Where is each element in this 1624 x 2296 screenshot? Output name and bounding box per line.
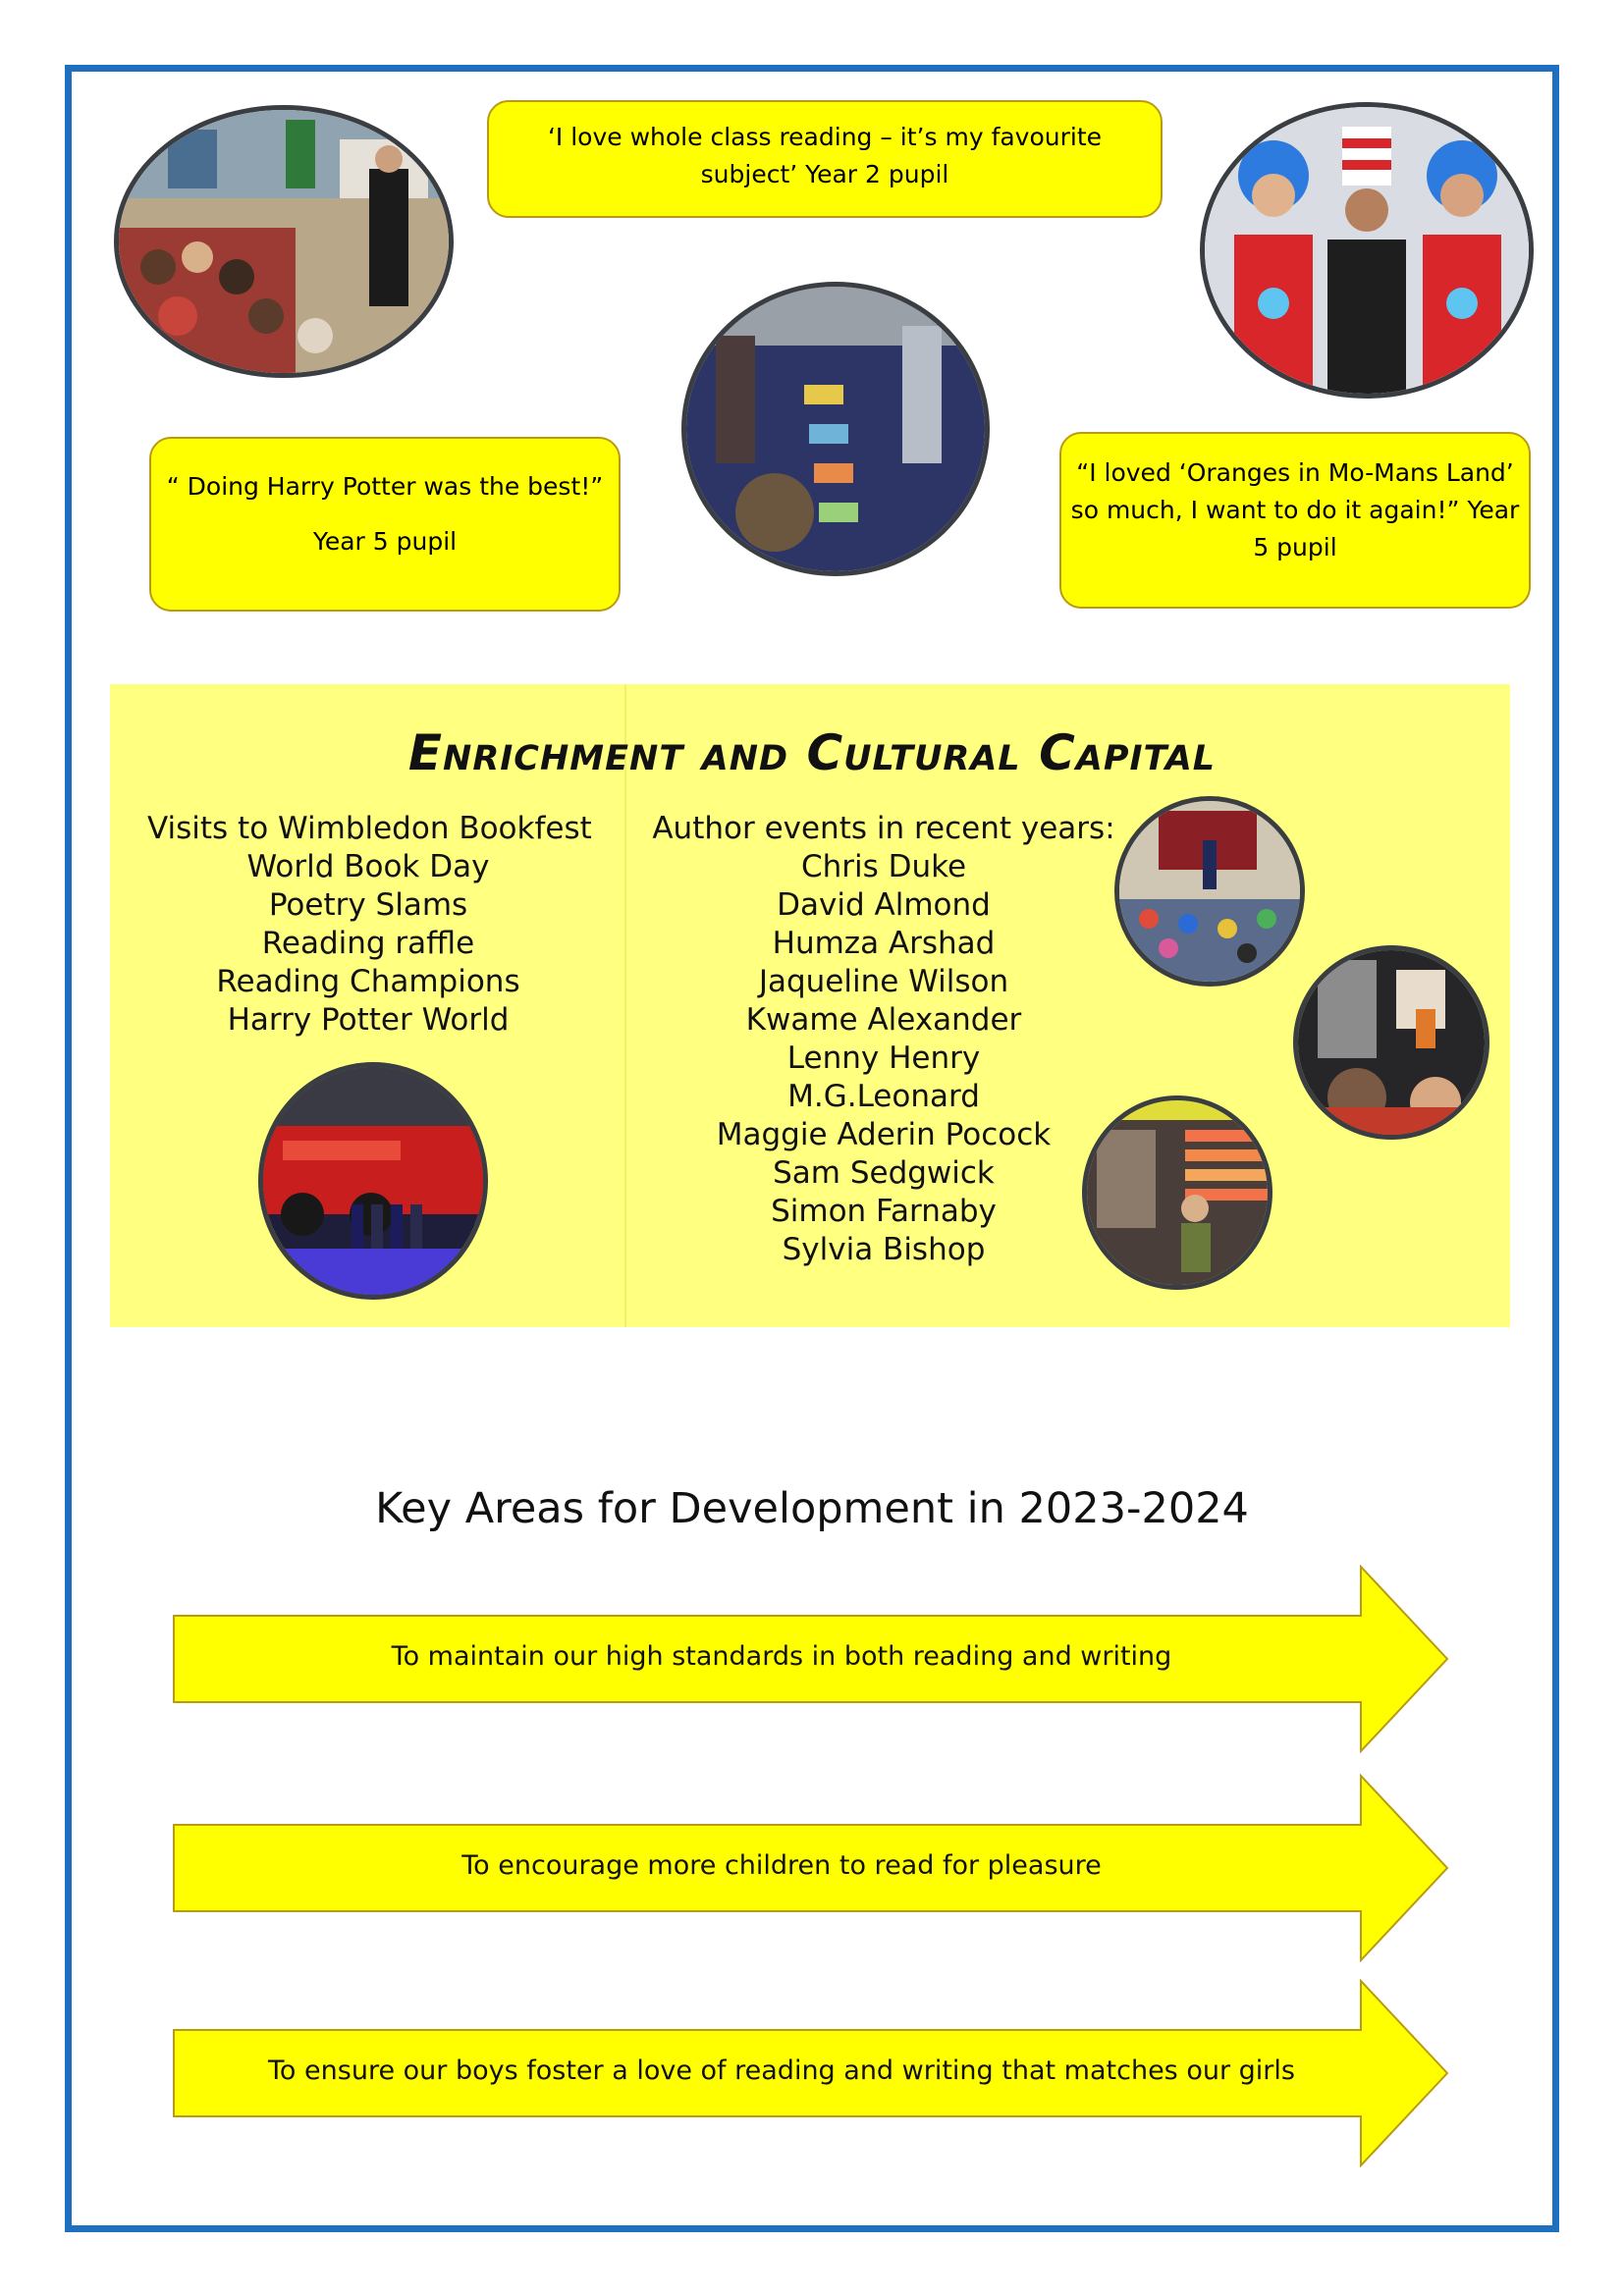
photo-book-walk [681,282,990,576]
author-item: Chris Duke [800,849,967,884]
activity-item: Poetry Slams [268,887,468,923]
development-item [173,1774,1449,1962]
development-title: Key Areas for Development in 2023-2024 [375,1484,1249,1533]
author-item: M.G.Leonard [787,1079,980,1114]
activities-list [147,810,592,1040]
author-item: David Almond [777,887,991,923]
quote-line: ‘I love whole class reading – it’s my favourite [547,123,1103,151]
activity-item: Harry Potter World [227,1002,510,1038]
quote-harry-potter [149,437,621,612]
quote-oranges [1059,432,1531,609]
activity-item: Reading raffle [261,926,475,961]
photo-storyteller-assembly [114,105,454,378]
author-item: Maggie Aderin Pocock [716,1117,1052,1152]
development-item [173,1565,1449,1753]
development-item-label: To encourage more children to read for pleasure [461,1850,1102,1881]
photo-author-event-hall [1114,796,1305,987]
photo-author-with-shelves [1082,1095,1272,1290]
author-item: Simon Farnaby [771,1194,997,1229]
quote-year2 [487,100,1163,218]
development-item-label: To ensure our boys foster a love of reading and writing that matches our girls [268,2056,1295,2086]
development-item [173,1979,1449,2167]
activity-item: Reading Champions [216,964,520,999]
author-item: Sylvia Bishop [782,1232,986,1267]
authors-list [648,810,1119,1269]
quote-line: so much, I want to do it again!” Year [1070,496,1520,524]
author-item: Lenny Henry [786,1041,981,1076]
photo-cat-in-the-hat-costumes [1200,102,1534,399]
activity-item: World Book Day [246,849,490,884]
author-item: Jaqueline Wilson [758,964,1009,999]
enrichment-title: Enrichment and Cultural Capital [407,724,1217,781]
development-item-label: To maintain our high standards in both reading and writing [391,1641,1172,1672]
author-item: Humza Arshad [772,926,996,961]
activity-item: Visits to Wimbledon Bookfest [147,811,592,846]
authors-heading: Author events in recent years: [652,811,1115,846]
author-item: Kwame Alexander [745,1002,1022,1038]
photo-author-on-stage [1293,945,1489,1140]
quote-line: “I loved ‘Oranges in Mo-Mans Land’ [1076,458,1514,487]
photo-harry-potter-train [258,1062,488,1300]
quote-line: “ Doing Harry Potter was the best!” [166,472,604,501]
quote-line: 5 pupil [1253,533,1337,561]
quote-attribution: Year 5 pupil [312,527,458,556]
quote-line: subject’ Year 2 pupil [700,160,949,188]
author-item: Sam Sedgwick [773,1155,995,1191]
